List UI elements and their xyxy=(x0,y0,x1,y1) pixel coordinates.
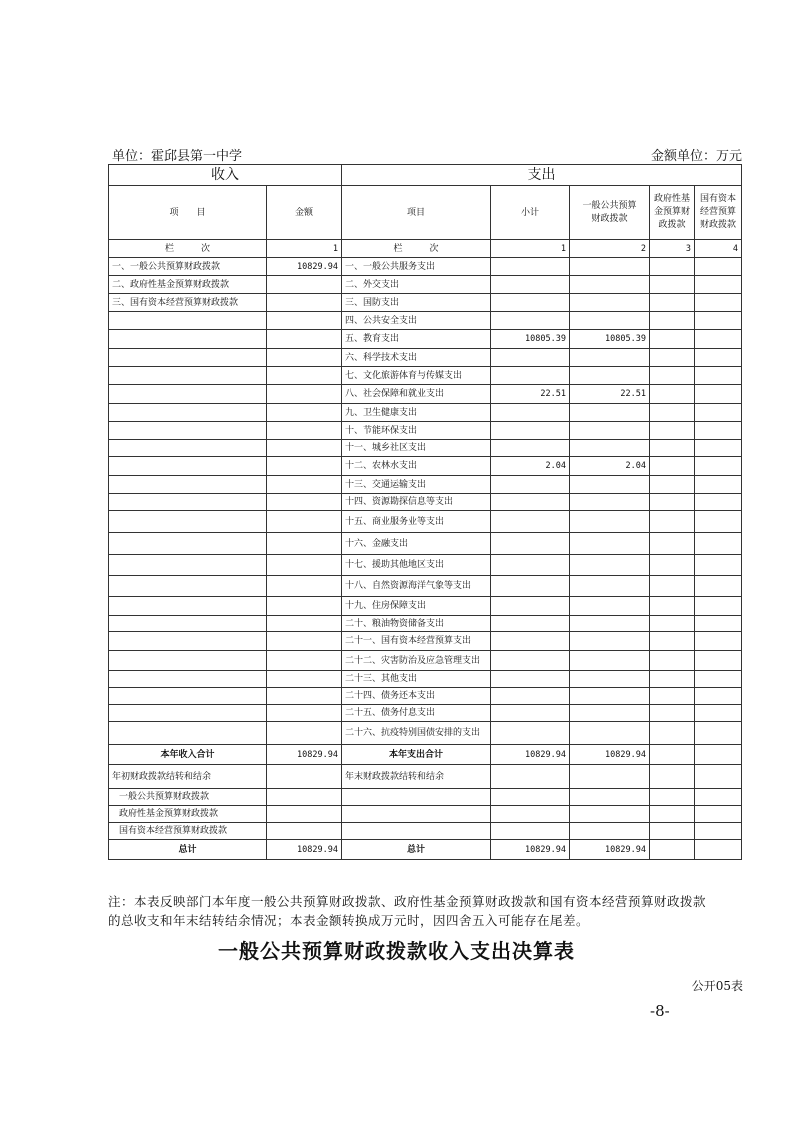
expense-general xyxy=(570,349,650,367)
expense-general xyxy=(570,440,650,457)
expense-general xyxy=(570,722,650,745)
expense-item: 二十六、抗疫特别国债安排的支出 xyxy=(342,722,491,745)
income-item xyxy=(109,476,267,494)
expense-subtotal xyxy=(491,422,570,440)
expense-general xyxy=(570,688,650,705)
carry-sub-row xyxy=(109,789,742,806)
table-row xyxy=(109,422,742,440)
income-item xyxy=(109,404,267,422)
table-row xyxy=(109,511,742,533)
expense-item: 十八、自然资源海洋气象等支出 xyxy=(342,576,491,597)
expense-fund xyxy=(650,367,695,385)
lanci-right: 栏 次 xyxy=(342,240,491,258)
expense-fund xyxy=(650,555,695,576)
unit-label: 单位：霍邱县第一中学 xyxy=(112,149,243,164)
expense-subtotal xyxy=(491,688,570,705)
col-state: 国有资本经营预算财政拨款 xyxy=(695,186,742,240)
expense-general: 2.04 xyxy=(570,457,650,476)
table-row xyxy=(109,576,742,597)
page-title: 一般公共预算财政拨款收入支出决算表 xyxy=(218,939,575,963)
expense-fund xyxy=(650,276,695,294)
expense-fund xyxy=(650,688,695,705)
expense-item: 二十四、债务还本支出 xyxy=(342,688,491,705)
expense-fund xyxy=(650,597,695,616)
income-item xyxy=(109,312,267,330)
expense-subtotal xyxy=(491,294,570,312)
lanci-c4: 4 xyxy=(695,240,742,258)
expense-state xyxy=(695,385,742,404)
carry-out-label: 年末财政拨款结转和结余 xyxy=(342,765,491,789)
expense-item: 十一、城乡社区支出 xyxy=(342,440,491,457)
col-item: 项 目 xyxy=(109,186,267,240)
expense-state xyxy=(695,476,742,494)
table-row xyxy=(109,555,742,576)
income-amount xyxy=(267,457,342,476)
income-amount xyxy=(267,440,342,457)
expense-subtotal xyxy=(491,576,570,597)
income-amount xyxy=(267,632,342,651)
expense-subtotal xyxy=(491,276,570,294)
income-amount xyxy=(267,688,342,705)
expense-state xyxy=(695,440,742,457)
income-amount xyxy=(267,616,342,632)
grand-left: 10829.94 xyxy=(267,840,342,860)
table-row xyxy=(109,404,742,422)
income-item xyxy=(109,330,267,349)
total-row xyxy=(109,745,742,765)
income-item xyxy=(109,533,267,555)
expense-subtotal xyxy=(491,440,570,457)
expense-fund xyxy=(650,576,695,597)
carry-sub3: 国有资本经营预算财政拨款 xyxy=(109,823,267,840)
expense-state xyxy=(695,294,742,312)
income-item: 一、一般公共预算财政拨款 xyxy=(109,258,267,276)
income-amount xyxy=(267,533,342,555)
income-amount xyxy=(267,367,342,385)
table-row xyxy=(109,688,742,705)
expense-subtotal xyxy=(491,597,570,616)
expense-fund xyxy=(650,440,695,457)
expense-general xyxy=(570,494,650,511)
expense-item: 十四、资源勘探信息等支出 xyxy=(342,494,491,511)
expense-item: 十六、金融支出 xyxy=(342,533,491,555)
expense-general xyxy=(570,476,650,494)
expense-subtotal xyxy=(491,533,570,555)
expense-state xyxy=(695,312,742,330)
income-amount xyxy=(267,476,342,494)
expense-fund xyxy=(650,258,695,276)
expense-general xyxy=(570,404,650,422)
table-row xyxy=(109,258,742,276)
total-expense-sub: 10829.94 xyxy=(491,745,570,765)
income-amount xyxy=(267,349,342,367)
col-fund: 政府性基金预算财政拨款 xyxy=(650,186,695,240)
expense-general xyxy=(570,616,650,632)
expense-general xyxy=(570,555,650,576)
expense-fund xyxy=(650,632,695,651)
expense-subtotal xyxy=(491,616,570,632)
expense-state xyxy=(695,688,742,705)
income-amount xyxy=(267,422,342,440)
expense-fund xyxy=(650,533,695,555)
expense-general: 22.51 xyxy=(570,385,650,404)
expense-fund xyxy=(650,511,695,533)
expense-state xyxy=(695,616,742,632)
expense-fund xyxy=(650,330,695,349)
table-row xyxy=(109,705,742,722)
carry-sub2: 政府性基金预算财政拨款 xyxy=(109,806,267,823)
expense-general xyxy=(570,597,650,616)
lanci-c3: 3 xyxy=(650,240,695,258)
income-item: 二、政府性基金预算财政拨款 xyxy=(109,276,267,294)
carry-row xyxy=(109,765,742,789)
expense-item: 七、文化旅游体育与传媒支出 xyxy=(342,367,491,385)
expense-state xyxy=(695,349,742,367)
expense-state xyxy=(695,330,742,349)
grand-sub: 10829.94 xyxy=(491,840,570,860)
income-item: 三、国有资本经营预算财政拨款 xyxy=(109,294,267,312)
expense-item: 二十五、债务付息支出 xyxy=(342,705,491,722)
expense-item: 二十、粮油物资储备支出 xyxy=(342,616,491,632)
expense-subtotal: 10805.39 xyxy=(491,330,570,349)
table-row xyxy=(109,722,742,745)
expense-subtotal xyxy=(491,349,570,367)
income-title: 收入 xyxy=(109,165,342,186)
income-amount xyxy=(267,385,342,404)
expense-subtotal xyxy=(491,705,570,722)
expense-fund xyxy=(650,404,695,422)
income-amount xyxy=(267,671,342,688)
lanci-row xyxy=(109,240,742,258)
expense-subtotal xyxy=(491,258,570,276)
income-item xyxy=(109,616,267,632)
lanci-c2: 2 xyxy=(570,240,650,258)
income-amount xyxy=(267,722,342,745)
expense-fund xyxy=(650,457,695,476)
income-amount xyxy=(267,330,342,349)
income-item xyxy=(109,722,267,745)
section-header-row xyxy=(109,165,742,186)
expense-item: 二、外交支出 xyxy=(342,276,491,294)
income-amount xyxy=(267,294,342,312)
table-row xyxy=(109,312,742,330)
expense-state xyxy=(695,555,742,576)
expense-fund xyxy=(650,294,695,312)
expense-general xyxy=(570,511,650,533)
expense-fund xyxy=(650,312,695,330)
income-amount xyxy=(267,312,342,330)
expense-state xyxy=(695,576,742,597)
column-header-row xyxy=(109,186,742,240)
expense-subtotal xyxy=(491,494,570,511)
expense-state xyxy=(695,404,742,422)
col-general: 一般公共预算财政拨款 xyxy=(570,186,650,240)
total-income-label: 本年收入合计 xyxy=(109,745,267,765)
expense-item: 八、社会保障和就业支出 xyxy=(342,385,491,404)
expense-state xyxy=(695,494,742,511)
carry-sub-row xyxy=(109,806,742,823)
amount-unit-label: 金额单位：万元 xyxy=(650,149,742,164)
expense-state xyxy=(695,632,742,651)
expense-state xyxy=(695,705,742,722)
expense-fund xyxy=(650,476,695,494)
income-amount xyxy=(267,494,342,511)
table-row xyxy=(109,294,742,312)
expense-general xyxy=(570,294,650,312)
income-amount xyxy=(267,555,342,576)
expense-fund xyxy=(650,616,695,632)
expense-fund xyxy=(650,651,695,671)
expense-item: 一、一般公共服务支出 xyxy=(342,258,491,276)
expense-subtotal xyxy=(491,312,570,330)
expense-item: 十五、商业服务业等支出 xyxy=(342,511,491,533)
expense-state xyxy=(695,258,742,276)
grand-total-row xyxy=(109,840,742,860)
table-row xyxy=(109,651,742,671)
income-amount xyxy=(267,276,342,294)
expense-general xyxy=(570,671,650,688)
expense-general xyxy=(570,276,650,294)
expense-item: 十三、交通运输支出 xyxy=(342,476,491,494)
expense-subtotal xyxy=(491,367,570,385)
expense-general xyxy=(570,367,650,385)
income-item xyxy=(109,440,267,457)
expense-item: 五、教育支出 xyxy=(342,330,491,349)
budget-table xyxy=(108,164,742,860)
expense-subtotal xyxy=(491,651,570,671)
income-item xyxy=(109,597,267,616)
unit-line xyxy=(110,145,742,163)
col-amount: 金额 xyxy=(267,186,342,240)
expense-state xyxy=(695,533,742,555)
expense-general: 10805.39 xyxy=(570,330,650,349)
total-income: 10829.94 xyxy=(267,745,342,765)
expense-fund xyxy=(650,385,695,404)
expense-state xyxy=(695,651,742,671)
col-subtotal: 小计 xyxy=(491,186,570,240)
table-row xyxy=(109,457,742,476)
carry-in-label: 年初财政拨款结转和结余 xyxy=(109,765,267,789)
expense-general xyxy=(570,533,650,555)
expense-subtotal xyxy=(491,671,570,688)
income-item xyxy=(109,671,267,688)
total-expense-label: 本年支出合计 xyxy=(342,745,491,765)
expense-item: 三、国防支出 xyxy=(342,294,491,312)
income-amount xyxy=(267,511,342,533)
expense-item: 二十二、灾害防治及应急管理支出 xyxy=(342,651,491,671)
expense-item: 十九、住房保障支出 xyxy=(342,597,491,616)
income-amount: 10829.94 xyxy=(267,258,342,276)
income-item xyxy=(109,651,267,671)
expense-subtotal xyxy=(491,632,570,651)
expense-item: 二十一、国有资本经营预算支出 xyxy=(342,632,491,651)
expense-general xyxy=(570,258,650,276)
expense-item: 十七、援助其他地区支出 xyxy=(342,555,491,576)
income-item xyxy=(109,349,267,367)
table-row xyxy=(109,276,742,294)
table-row xyxy=(109,349,742,367)
income-amount xyxy=(267,705,342,722)
table-row xyxy=(109,476,742,494)
expense-fund xyxy=(650,422,695,440)
table-row xyxy=(109,671,742,688)
income-item xyxy=(109,494,267,511)
expense-item: 十、节能环保支出 xyxy=(342,422,491,440)
income-item xyxy=(109,688,267,705)
expense-subtotal xyxy=(491,722,570,745)
expense-subtotal: 22.51 xyxy=(491,385,570,404)
income-item xyxy=(109,457,267,476)
expense-state xyxy=(695,597,742,616)
expense-fund xyxy=(650,671,695,688)
income-item xyxy=(109,576,267,597)
carry-sub1: 一般公共预算财政拨款 xyxy=(109,789,267,806)
total-expense-gen: 10829.94 xyxy=(570,745,650,765)
expense-item: 九、卫生健康支出 xyxy=(342,404,491,422)
expense-state xyxy=(695,367,742,385)
table-row xyxy=(109,440,742,457)
expense-state xyxy=(695,276,742,294)
income-item xyxy=(109,632,267,651)
expense-fund xyxy=(650,705,695,722)
expense-general xyxy=(570,312,650,330)
grand-label-left: 总计 xyxy=(109,840,267,860)
expense-fund xyxy=(650,494,695,511)
expense-general xyxy=(570,422,650,440)
income-item xyxy=(109,367,267,385)
expense-state xyxy=(695,511,742,533)
expense-general xyxy=(570,705,650,722)
expense-subtotal xyxy=(491,476,570,494)
expense-state xyxy=(695,422,742,440)
income-amount xyxy=(267,597,342,616)
table-number: 公开05表 xyxy=(691,979,743,993)
expense-subtotal: 2.04 xyxy=(491,457,570,476)
expense-item: 二十三、其他支出 xyxy=(342,671,491,688)
expense-state xyxy=(695,722,742,745)
expense-title: 支出 xyxy=(342,165,742,186)
expense-subtotal xyxy=(491,404,570,422)
lanci-left: 栏 次 xyxy=(109,240,267,258)
income-amount xyxy=(267,651,342,671)
income-item xyxy=(109,385,267,404)
table-row xyxy=(109,632,742,651)
table-note: 注：本表反映部门本年度一般公共预算财政拨款、政府性基金预算财政拨款和国有资本经营预算财政拨款的总收支和年末结转结余情况；本表金额转换成万元时，因四舍五入可能存在尾差。 xyxy=(108,894,707,928)
page-number: -8- xyxy=(650,1002,670,1020)
expense-state xyxy=(695,457,742,476)
table-row xyxy=(109,385,742,404)
carry-sub-row xyxy=(109,823,742,840)
expense-fund xyxy=(650,349,695,367)
table-row xyxy=(109,367,742,385)
lanci-left-num: 1 xyxy=(267,240,342,258)
expense-fund xyxy=(650,722,695,745)
expense-general xyxy=(570,651,650,671)
lanci-c1: 1 xyxy=(491,240,570,258)
expense-item: 四、公共安全支出 xyxy=(342,312,491,330)
expense-subtotal xyxy=(491,555,570,576)
table-row xyxy=(109,616,742,632)
income-amount xyxy=(267,404,342,422)
table-row xyxy=(109,494,742,511)
expense-general xyxy=(570,632,650,651)
expense-subtotal xyxy=(491,511,570,533)
table-row xyxy=(109,533,742,555)
table-row xyxy=(109,330,742,349)
income-amount xyxy=(267,576,342,597)
expense-state xyxy=(695,671,742,688)
expense-item: 六、科学技术支出 xyxy=(342,349,491,367)
income-item xyxy=(109,511,267,533)
income-item xyxy=(109,422,267,440)
table-row xyxy=(109,597,742,616)
expense-item: 十二、农林水支出 xyxy=(342,457,491,476)
grand-gen: 10829.94 xyxy=(570,840,650,860)
grand-label-right: 总计 xyxy=(342,840,491,860)
expense-general xyxy=(570,576,650,597)
income-item xyxy=(109,555,267,576)
income-item xyxy=(109,705,267,722)
col-item2: 项目 xyxy=(342,186,491,240)
